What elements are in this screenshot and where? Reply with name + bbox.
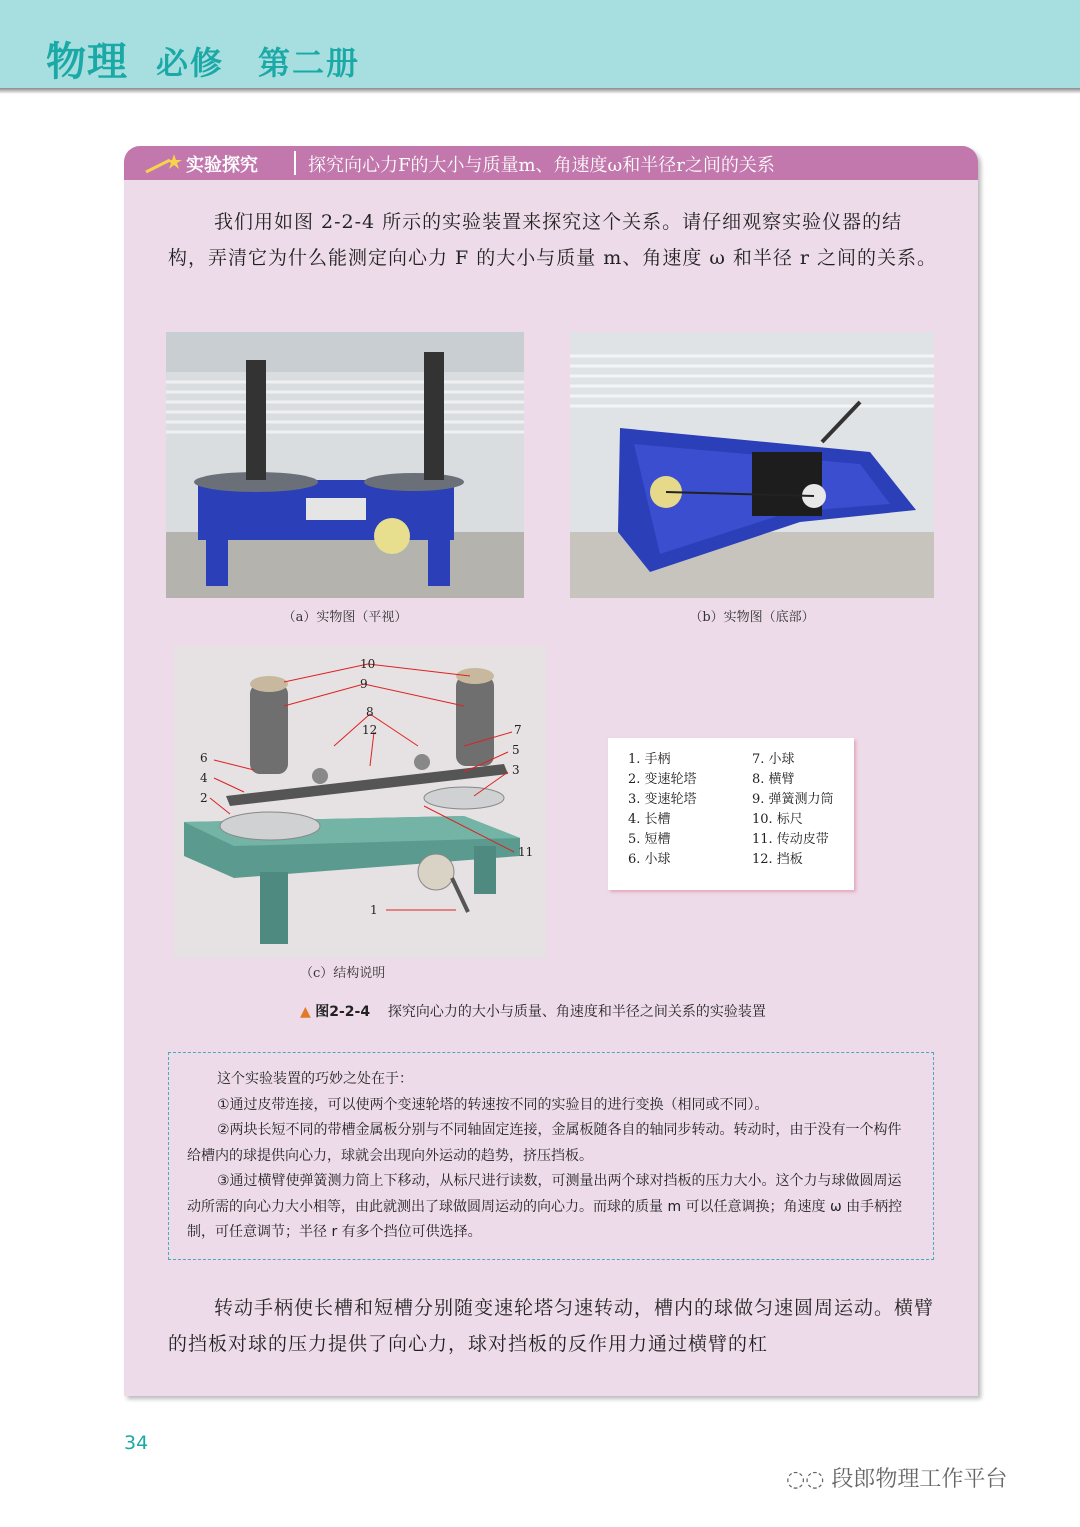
legend-item: 10. 标尺 [752,812,803,827]
callout-11: 11 [518,845,534,859]
callout-12: 12 [362,723,378,737]
legend-item: 7. 小球 [752,752,795,767]
legend-item: 6. 小球 [628,852,671,867]
legend-item: 5. 短槽 [628,832,671,847]
callout-2: 2 [200,791,208,805]
callout-4: 4 [200,771,208,785]
note-lead: 这个实验装置的巧妙之处在于： [217,1071,413,1087]
photo-front-view [166,332,524,598]
page-number: 34 [124,1432,149,1454]
legend-item: 9. 弹簧测力筒 [752,792,834,807]
note-box [168,1052,934,1260]
experiment-tag: 实验探究 [186,155,258,176]
legend-item: 11. 传动皮带 [752,832,829,847]
watermark-text: 段郎物理工作平台 [831,1467,1008,1492]
callout-9: 9 [360,677,368,691]
legend-item: 2. 变速轮塔 [628,772,697,787]
header-shadow [0,88,1080,94]
header-divider [294,151,296,175]
wechat-icon: ◌◌ [786,1467,832,1492]
legend-item: 4. 长槽 [628,812,671,827]
figure-caption-text: 探究向心力的大小与质量、角速度和半径之间关系的实验装置 [387,1004,766,1020]
triangle-marker-icon: ▲ [300,1004,311,1020]
intro-paragraph: 我们用如图 2-2-4 所示的实验装置来探究这个关系。请仔细观察实验仪器的结构，弄清它为什么能测定向心力 F 的大小与质量 m、角速度 ω 和半径 r 之间的关系。 [168,211,938,269]
page-header [0,0,1080,88]
legend-item: 12. 挡板 [752,852,803,867]
experiment-panel [124,146,978,1396]
caption-a: （a）实物图（平视） [282,610,408,625]
caption-b: （b）实物图（底部） [689,610,815,625]
book-title: 必修 第二册 [156,44,361,82]
photo-bottom-view [570,332,934,598]
callout-1: 1 [370,903,378,917]
callout-6: 6 [200,751,208,765]
callout-5: 5 [512,743,520,757]
watermark [786,1462,1007,1493]
experiment-title: 探究向心力F的大小与质量m、角速度ω和半径r之间的关系 [308,155,775,176]
note-point-3: ③通过横臂使弹簧测力筒上下移动，从标尺进行读数，可测量出两个球对挡板的压力大小。这个力与球做圆周运动所需的向心力大小相等，由此就测出了球做圆周运动的向心力。而球的质量 m 可以任意调换；角速度 ω 由手柄控制，可任意调节；半径 r 有多个挡位可供选择。 [187,1173,903,1240]
legend-item: 8. 横臂 [752,772,795,787]
structure-diagram [174,646,546,958]
figure-number: 图2-2-4 [315,1004,371,1020]
figure-caption [300,1001,766,1021]
panel-header [124,146,978,180]
note-point-2: ②两块长短不同的带槽金属板分别与不同轴固定连接，金属板随各自的轴同步转动。转动时，由于没有一个构件给槽内的球提供向心力，球就会出现向外运动的趋势，挤压挡板。 [187,1122,902,1164]
magic-wand-icon [144,152,182,174]
parts-legend [608,738,854,890]
callout-8: 8 [366,705,374,719]
legend-item: 1. 手柄 [628,752,671,767]
closing-paragraph: 转动手柄使长槽和短槽分别随变速轮塔匀速转动，槽内的球做匀速圆周运动。横臂的挡板对球的压力提供了向心力，球对挡板的反作用力通过横臂的杠 [168,1297,935,1355]
note-point-1: ①通过皮带连接，可以使两个变速轮塔的转速按不同的实验目的进行变换（相同或不同）。 [217,1096,769,1113]
callout-10: 10 [360,657,376,671]
caption-c: （c）结构说明 [300,966,386,981]
legend-item: 3. 变速轮塔 [628,792,697,807]
callout-3: 3 [512,763,520,777]
callout-7: 7 [514,723,522,737]
legend-left [628,750,697,870]
legend-right [752,750,834,870]
subject-title: 物理 [46,39,128,85]
